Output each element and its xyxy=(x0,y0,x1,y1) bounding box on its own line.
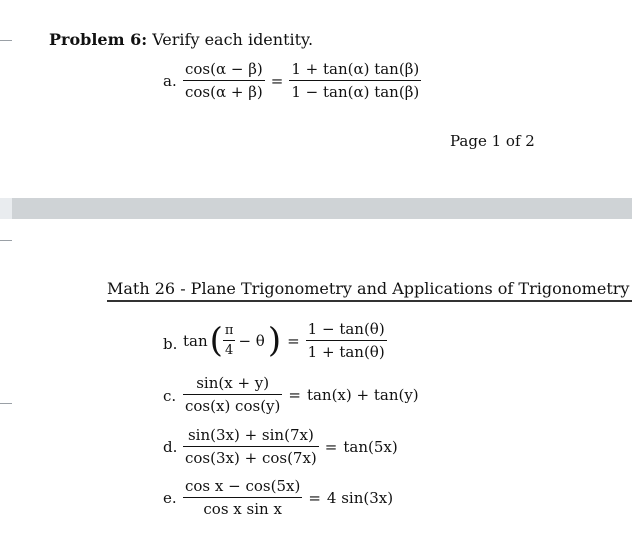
margin-tick xyxy=(0,240,12,241)
item-d-label: d. xyxy=(163,438,178,456)
item-c-label: c. xyxy=(163,387,177,405)
identity-d xyxy=(183,426,398,467)
identity-b-arg-denominator: 4 xyxy=(225,343,234,358)
identity-c-lhs-denominator: cos(x) cos(y) xyxy=(185,397,281,415)
identity-a-rhs xyxy=(289,60,421,101)
identity-e-rhs: 4 sin(3x) xyxy=(326,488,394,507)
identity-b-arg-rest: − θ xyxy=(238,331,265,350)
identity-e xyxy=(183,477,393,518)
scroll-gutter xyxy=(0,198,12,219)
identity-d-lhs-numerator: sin(3x) + sin(7x) xyxy=(183,426,319,447)
equals-sign: = xyxy=(288,385,301,404)
equals-sign: = xyxy=(308,488,321,507)
item-a-label: a. xyxy=(163,72,177,90)
identity-d-lhs xyxy=(183,426,319,467)
identity-b-rhs xyxy=(306,320,387,361)
problem-number: Problem 6: xyxy=(49,30,148,49)
header-rule xyxy=(107,300,632,302)
margin-tick xyxy=(0,403,12,404)
identity-a-lhs-denominator: cos(α + β) xyxy=(185,83,263,101)
identity-d-lhs-denominator: cos(3x) + cos(7x) xyxy=(185,449,317,467)
identity-b-pi-over-four xyxy=(223,323,236,358)
identity-e-lhs xyxy=(183,477,302,518)
identity-a-rhs-numerator: 1 + tan(α) tan(β) xyxy=(289,60,421,81)
identity-e-lhs-numerator: cos x − cos(5x) xyxy=(183,477,302,498)
identity-a-rhs-denominator: 1 − tan(α) tan(β) xyxy=(291,83,420,101)
left-paren: ( xyxy=(209,320,223,361)
identity-c-lhs xyxy=(183,374,282,415)
identity-b-function: tan xyxy=(183,331,208,350)
identity-c xyxy=(183,374,419,415)
right-paren: ) xyxy=(267,320,282,361)
identity-b-arg-numerator: π xyxy=(223,323,236,341)
identity-b-rhs-numerator: 1 − tan(θ) xyxy=(306,320,387,341)
problem-instruction: Verify each identity. xyxy=(152,30,314,49)
identity-b xyxy=(183,320,387,361)
identity-a-lhs xyxy=(183,60,265,101)
course-title: Math 26 - Plane Trigonometry and Applications of Trigonometry xyxy=(107,279,630,298)
item-e-label: e. xyxy=(163,489,177,507)
equals-sign: = xyxy=(324,437,338,456)
margin-tick xyxy=(0,40,12,41)
identity-c-lhs-numerator: sin(x + y) xyxy=(183,374,282,395)
identity-d-rhs: tan(5x) xyxy=(343,437,398,456)
item-b-label: b. xyxy=(163,335,178,353)
equals-sign: = xyxy=(287,331,300,350)
identity-a xyxy=(183,60,421,101)
identity-c-rhs: tan(x) + tan(y) xyxy=(306,385,419,404)
identity-a-lhs-numerator: cos(α − β) xyxy=(183,60,265,81)
page-separator xyxy=(0,198,632,219)
page-number: Page 1 of 2 xyxy=(450,132,535,150)
problem-heading xyxy=(49,30,313,49)
equals-sign: = xyxy=(270,71,284,90)
identity-e-lhs-denominator: cos x sin x xyxy=(203,500,282,518)
identity-b-rhs-denominator: 1 + tan(θ) xyxy=(307,343,385,361)
